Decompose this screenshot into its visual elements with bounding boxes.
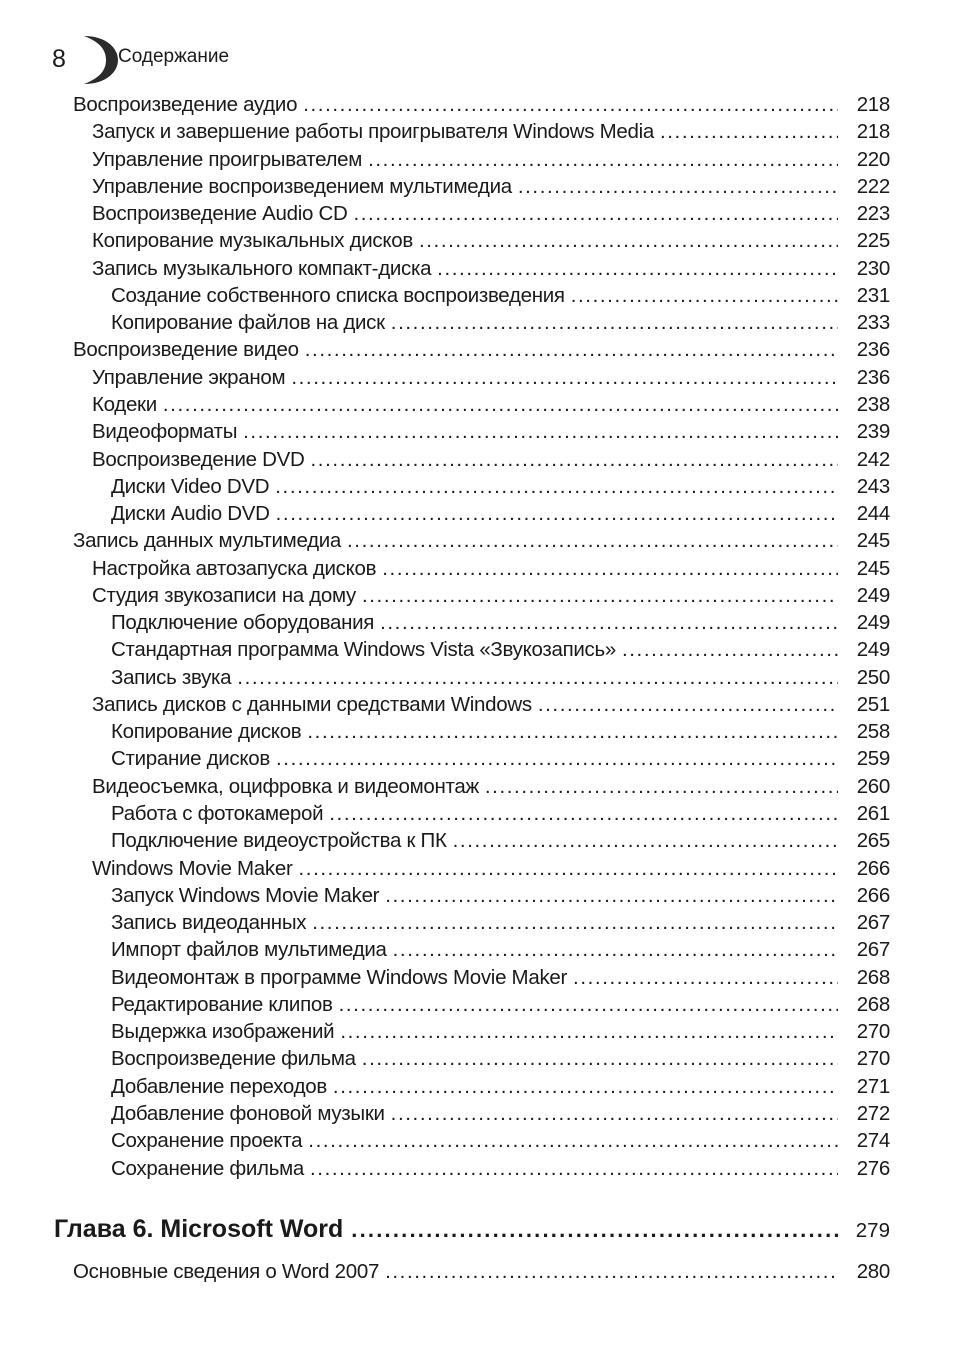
dot-leader [351,1212,838,1248]
toc-entry-title: Копирование музыкальных дисков [92,229,413,252]
dot-leader [660,118,838,145]
toc-entry[interactable] [111,664,890,691]
dot-leader [380,609,838,636]
toc-entry-title: Сохранение фильма [111,1157,304,1180]
toc-entry[interactable] [92,173,890,200]
toc-entry-page-number: 243 [856,475,890,498]
dot-leader [437,255,838,282]
dot-leader [573,964,838,991]
page-number: 8 [52,45,66,73]
toc-entry[interactable] [111,500,890,527]
toc-entry-page-number: 239 [856,420,890,443]
toc-entry-page-number: 268 [856,966,890,989]
toc-entry-page-number: 218 [856,120,890,143]
toc-entry-page-number: 238 [856,393,890,416]
toc-entry[interactable] [111,745,890,772]
dot-leader [339,991,838,1018]
dot-leader [275,473,838,500]
toc-entry-page-number: 270 [856,1020,890,1043]
toc-entry-title: Запись музыкального компакт-диска [92,257,432,280]
toc-entry-page-number: 259 [856,747,890,770]
toc-entry-page-number: 276 [856,1157,890,1180]
toc-entry-page-number: 245 [856,529,890,552]
toc-entry[interactable] [92,855,890,882]
dot-leader [311,446,838,473]
toc-entry-title: Стандартная программа Windows Vista «Звукозапись» [111,638,616,661]
toc-entry-page-number: 250 [856,666,890,689]
dot-leader [419,227,838,254]
toc-entry-title: Выдержка изображений [111,1020,335,1043]
dot-leader [308,1127,838,1154]
toc-entry-page-number: 222 [856,175,890,198]
toc-entry-page-number: 249 [856,611,890,634]
toc-entry-page-number: 260 [856,775,890,798]
toc-entry[interactable] [92,691,890,718]
dot-leader [385,1258,838,1285]
toc-entry[interactable] [92,391,890,418]
toc-entry[interactable] [111,991,890,1018]
toc-entry[interactable] [92,582,890,609]
toc-entry[interactable] [111,800,890,827]
toc-entry-title: Диски Audio DVD [111,502,270,525]
dot-leader [305,336,838,363]
toc-entry-title: Видеомонтаж в программе Windows Movie Maker [111,966,568,989]
toc-entry-page-number: 271 [856,1075,890,1098]
toc-entry-title: Добавление фоновой музыки [111,1102,385,1125]
toc-entry[interactable] [111,636,890,663]
toc-entry[interactable] [111,1073,890,1100]
toc-entry-title: Импорт файлов мультимедиа [111,938,387,961]
dot-leader [329,800,838,827]
chapter-heading[interactable] [54,1211,890,1247]
toc-entry-title: Подключение видеоустройства к ПК [111,829,447,852]
toc-entry[interactable] [73,527,890,554]
toc-entry[interactable] [92,255,890,282]
toc-entry-title: Воспроизведение аудио [73,93,298,116]
dot-leader [163,391,838,418]
dot-leader [382,555,838,582]
toc-entry-page-number: 236 [856,366,890,389]
toc-entry-title: Запуск и завершение работы проигрывателя Windows Media [92,120,654,143]
dot-leader [362,582,838,609]
toc-entry[interactable] [111,473,890,500]
toc-entry-page-number: 274 [856,1129,890,1152]
dot-leader [453,827,838,854]
dot-leader [340,1018,838,1045]
toc-entry-title: Запись дисков с данными средствами Windows [92,693,532,716]
toc-entry-page-number: 268 [856,993,890,1016]
toc-entry[interactable] [92,773,890,800]
toc-entry-title: Добавление переходов [111,1075,327,1098]
toc-entry-page-number: 218 [856,93,890,116]
toc-entry[interactable] [92,200,890,227]
dot-leader [622,636,838,663]
dot-leader [353,200,838,227]
toc-entry-page-number: 231 [856,284,890,307]
toc-entry[interactable] [111,309,890,336]
toc-entry-page-number: 280 [856,1260,890,1283]
toc-entry[interactable] [92,118,890,145]
toc-entry-title: Воспроизведение видео [73,338,299,361]
toc-entry-page-number: 261 [856,802,890,825]
toc-entry-title: Студия звукозаписи на дому [92,584,356,607]
toc-entry-title: Видеосъемка, оцифровка и видеомонтаж [92,775,479,798]
toc-entry-title: Воспроизведение фильма [111,1047,356,1070]
toc-entry[interactable] [73,91,890,118]
toc-entry[interactable] [111,1018,890,1045]
dot-leader [391,309,838,336]
toc-entry[interactable] [111,882,890,909]
dot-leader [276,745,838,772]
toc-entry-title: Управление проигрывателем [92,148,363,171]
toc-entry-title: Воспроизведение DVD [92,448,305,471]
toc-entry-title: Воспроизведение Audio CD [92,202,348,225]
toc-entry[interactable] [111,1045,890,1072]
toc-entry[interactable] [111,1155,890,1182]
toc-entry[interactable] [111,282,890,309]
toc-entry-page-number: 251 [856,693,890,716]
toc-entry-page-number: 249 [856,638,890,661]
toc-entry-title: Редактирование клипов [111,993,333,1016]
dot-leader [307,718,838,745]
toc-entry[interactable] [73,336,890,363]
dot-leader [362,1045,838,1072]
dot-leader [243,418,838,445]
toc-entry-page-number: 244 [856,502,890,525]
toc-entry[interactable] [111,909,890,936]
toc-entry-title: Запуск Windows Movie Maker [111,884,380,907]
toc-entry[interactable] [111,827,890,854]
dot-leader [393,936,838,963]
toc-entry-page-number: 220 [856,148,890,171]
toc-entry-page-number: 265 [856,829,890,852]
toc-entry[interactable] [111,609,890,636]
dot-leader [518,173,838,200]
toc-entry[interactable] [92,364,890,391]
toc-entry-title: Видеоформаты [92,420,238,443]
running-title: Содержание [118,46,230,67]
toc-entry-page-number: 223 [856,202,890,225]
toc-entry-page-number: 249 [856,584,890,607]
toc-entry-title: Windows Movie Maker [92,857,293,880]
toc-entry-title: Сохранение проекта [111,1129,303,1152]
dot-leader [303,91,838,118]
toc-entry[interactable] [92,555,890,582]
dot-leader [237,664,838,691]
toc-entry-page-number: 267 [856,938,890,961]
dot-leader [310,1155,838,1182]
dot-leader [299,855,839,882]
toc-entry[interactable] [92,146,890,173]
toc-entry[interactable] [73,1258,890,1285]
toc-entry-title: Копирование файлов на диск [111,311,385,334]
toc-entry[interactable] [111,1100,890,1127]
toc-entry-title: Создание собственного списка воспроизведения [111,284,565,307]
toc-entry-title: Запись видеоданных [111,911,307,934]
toc-entry[interactable] [111,718,890,745]
page-header [0,30,957,90]
dot-leader [312,909,838,936]
dot-leader [385,882,838,909]
toc-entry-page-number: 233 [856,311,890,334]
toc-entry-title: Управление воспроизведением мультимедиа [92,175,512,198]
toc-entry-page-number: 270 [856,1047,890,1070]
toc-entry-page-number: 266 [856,857,890,880]
toc-entry-page-number: 245 [856,557,890,580]
dot-leader [391,1100,838,1127]
toc-entry-page-number: 230 [856,257,890,280]
toc-entry-title: Копирование дисков [111,720,302,743]
dot-leader [291,364,838,391]
dot-leader [347,527,838,554]
chapter-page-number: 279 [855,1219,890,1242]
toc-entry[interactable] [111,1127,890,1154]
toc-entry-page-number: 242 [856,448,890,471]
toc-entry-page-number: 236 [856,338,890,361]
toc-entry-title: Работа с фотокамерой [111,802,324,825]
toc-entry[interactable] [111,964,890,991]
toc-entry-title: Запись данных мультимедиа [73,529,342,552]
dot-leader [485,773,838,800]
toc-entry[interactable] [92,418,890,445]
chapter-title: Глава 6. Microsoft Word [54,1215,344,1243]
toc-entry-title: Управление экраном [92,366,286,389]
toc-entry-page-number: 225 [856,229,890,252]
toc-entry[interactable] [92,227,890,254]
toc-entry-title: Основные сведения о Word 2007 [73,1260,380,1283]
toc-entry-page-number: 272 [856,1102,890,1125]
dot-leader [538,691,838,718]
toc-entry-title: Настройка автозапуска дисков [92,557,377,580]
toc-entry-title: Кодеки [92,393,157,416]
toc-entry-title: Стирание дисков [111,747,270,770]
toc-entry-page-number: 258 [856,720,890,743]
dot-leader [333,1073,838,1100]
toc-entry[interactable] [111,936,890,963]
toc-entry-title: Диски Video DVD [111,475,270,498]
dot-leader [571,282,838,309]
dot-leader [276,500,838,527]
toc-entry-title: Подключение оборудования [111,611,375,634]
toc-entry-page-number: 266 [856,884,890,907]
toc-entry[interactable] [92,446,890,473]
dot-leader [368,146,838,173]
toc-entry-title: Запись звука [111,666,232,689]
toc-entry-page-number: 267 [856,911,890,934]
